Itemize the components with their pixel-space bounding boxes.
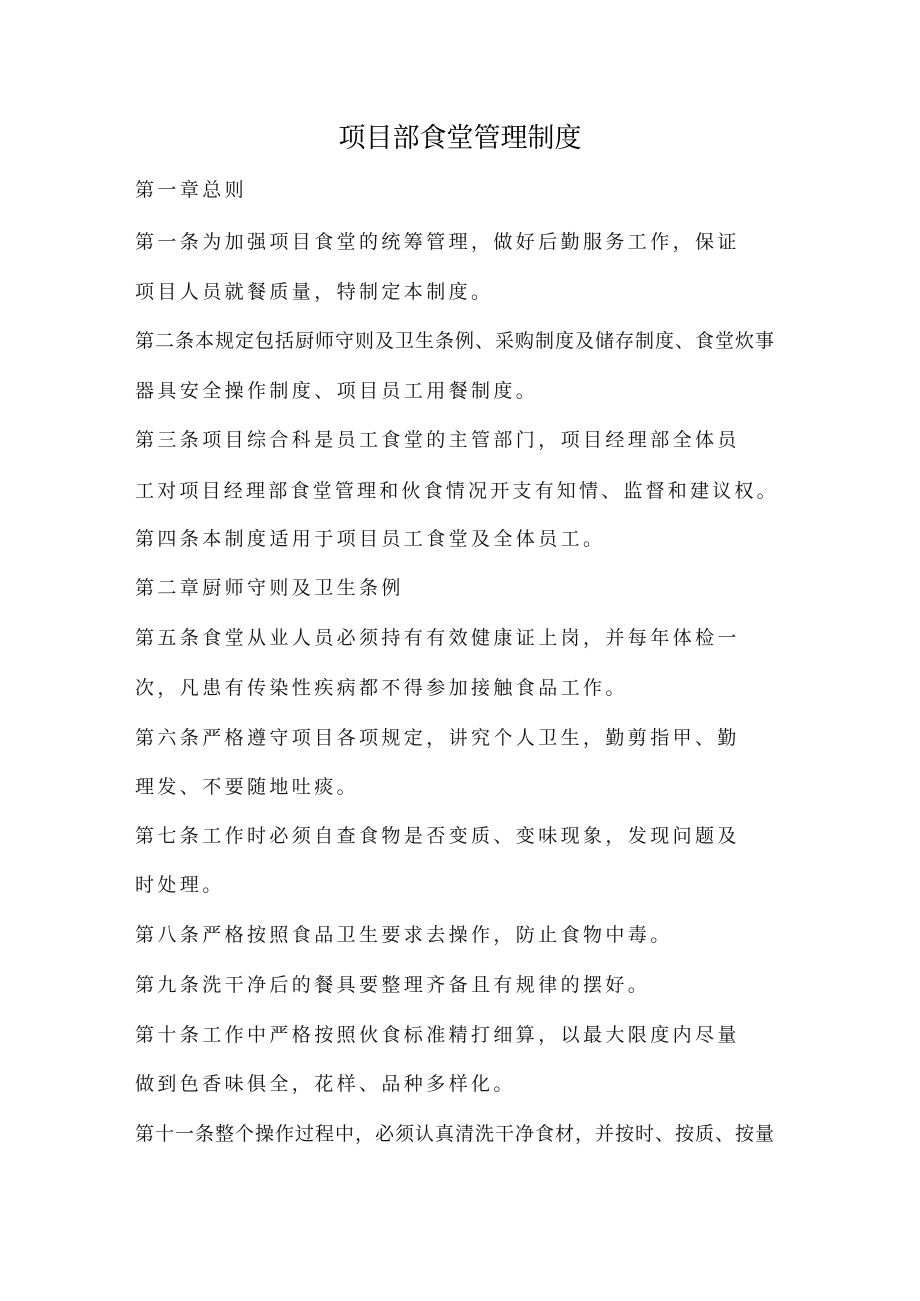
paragraph-line: 第九条洗干净后的餐具要整理齐备且有规律的摆好。	[135, 974, 651, 996]
paragraph-line: 器具安全操作制度、项目员工用餐制度。	[135, 380, 539, 402]
chapter-heading: 第一章总则	[135, 179, 248, 201]
document-title: 项目部食堂管理制度	[338, 123, 582, 154]
paragraph-line: 项目人员就餐质量，特制定本制度。	[135, 281, 494, 303]
chapter-heading: 第二章厨师守则及卫生条例	[135, 577, 404, 599]
paragraph-line: 第十条工作中严格按照伙食标准精打细算，以最大限度内尽量	[135, 1024, 740, 1046]
paragraph-line: 第四条本制度适用于项目员工食堂及全体员工。	[135, 528, 606, 550]
paragraph-line: 做到色香味俱全，花样、品种多样化。	[135, 1073, 516, 1095]
paragraph-line: 工对项目经理部食堂管理和伙食情况开支有知情、监督和建议权。	[135, 480, 779, 502]
paragraph-line: 第七条工作时必须自查食物是否变质、变味现象，发现问题及	[135, 825, 740, 847]
paragraph-line: 第三条项目综合科是员工食堂的主管部门，项目经理部全体员	[135, 429, 740, 451]
paragraph-line: 理发、不要随地吐痰。	[135, 776, 360, 798]
paragraph-line: 次，凡患有传染性疾病都不得参加接触食品工作。	[135, 677, 628, 699]
paragraph-line: 第二条本规定包括厨师守则及卫生条例、采购制度及储存制度、食堂炊事	[135, 330, 776, 352]
paragraph-line: 第五条食堂从业人员必须持有有效健康证上岗，并每年体检一	[135, 627, 740, 649]
paragraph-line: 第六条严格遵守项目各项规定，讲究个人卫生，勤剪指甲、勤	[135, 727, 740, 749]
paragraph-line: 时处理。	[135, 874, 225, 896]
paragraph-line: 第十一条整个操作过程中，必须认真清洗干净食材，并按时、按质、按量	[135, 1123, 776, 1145]
paragraph-line: 第八条严格按照食品卫生要求去操作，防止食物中毒。	[135, 924, 673, 946]
paragraph-line: 第一条为加强项目食堂的统筹管理，做好后勤服务工作，保证	[135, 231, 740, 253]
